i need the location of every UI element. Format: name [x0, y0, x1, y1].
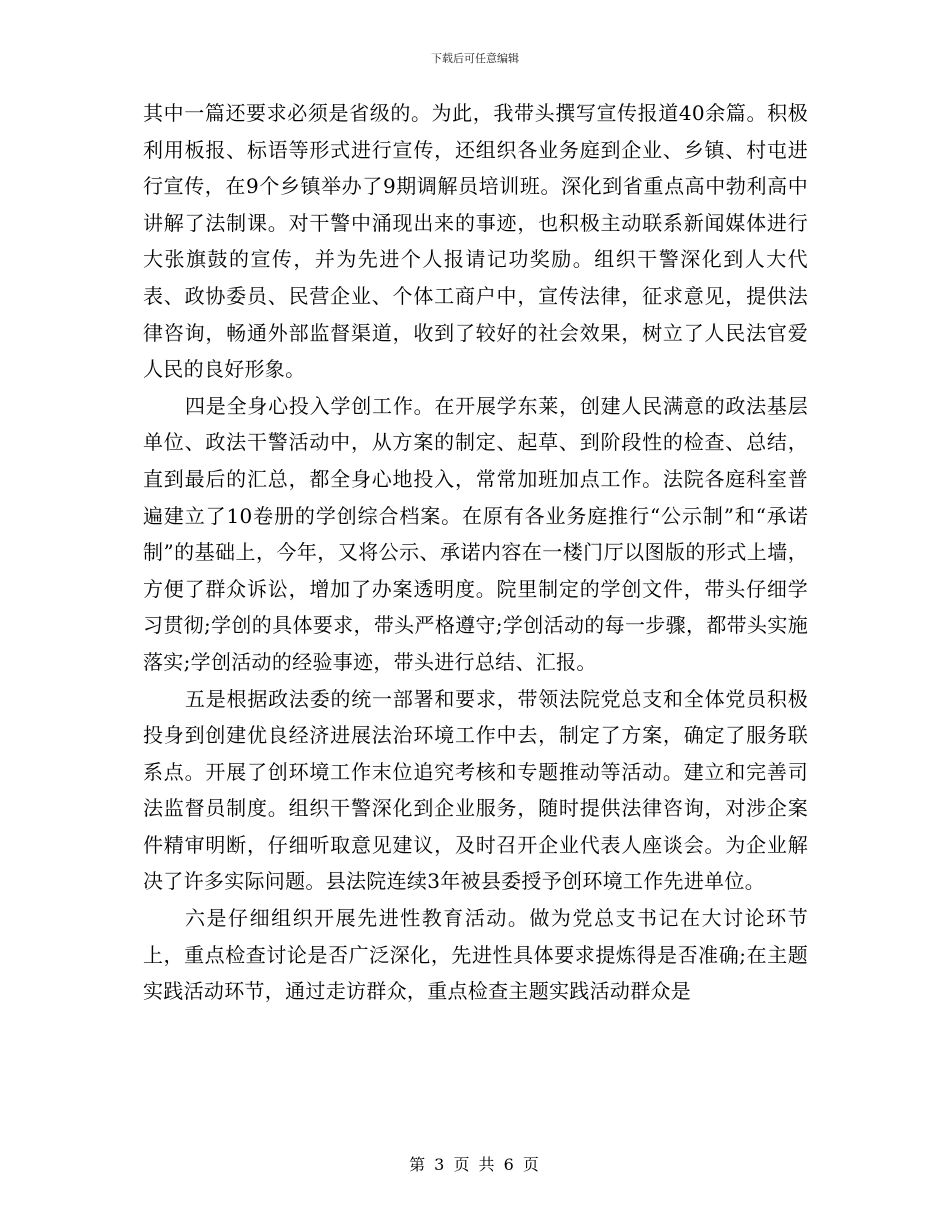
paragraph-3: 五是根据政法委的统一部署和要求，带领法院党总支和全体党员积极投身到创建优良经济进展法治环境工作中去，制定了方案，确定了服务联系点。开展了创环境工作末位追究考核和专题推动等活动。建立和完善司法监督员制度。组织干警深化到企业服务，随时提供法律咨询，对涉企案件精审明断，仔细听取意见建议，及时召开企业代表人座谈会。为企业解决了许多实际问题。县法院连续3年被县委授予创环境工作先进单位。 [143, 686, 808, 894]
page-number-footer: 第 3 页 共 6 页 [409, 1155, 541, 1174]
document-body [143, 95, 808, 1010]
paragraph-2: 四是全身心投入学创工作。在开展学东莱，创建人民满意的政法基层单位、政法干警活动中，从方案的制定、起草、到阶段性的检查、总结，直到最后的汇总，都全身心地投入，常常加班加点工作。法院各庭科室普遍建立了10卷册的学创综合档案。在原有各业务庭推行“公示制”和“承诺制”的基础上，今年，又将公示、承诺内容在一楼门厅以图版的形式上墙，方便了群众诉讼，增加了办案透明度。院里制定的学创文件，带头仔细学习贯彻;学创的具体要求，带头严格遵守;学创活动的每一步骤，都带头实施落实;学创活动的经验事迹，带头进行总结、汇报。 [143, 393, 808, 674]
paragraph-1: 其中一篇还要求必须是省级的。为此，我带头撰写宣传报道40余篇。积极利用板报、标语等形式进行宣传，还组织各业务庭到企业、乡镇、村屯进行宣传，在9个乡镇举办了9期调解员培训班。深化到省重点高中勃利高中讲解了法制课。对干警中涌现出来的事迹，也积极主动联系新闻媒体进行大张旗鼓的宣传，并为先进个人报请记功奖励。组织干警深化到人大代表、政协委员、民营企业、个体工商户中，宣传法律，征求意见，提供法律咨询，畅通外部监督渠道，收到了较好的社会效果，树立了人民法官爱人民的良好形象。 [143, 101, 808, 382]
paragraph-4: 六是仔细组织开展先进性教育活动。做为党总支书记在大讨论环节上，重点检查讨论是否广泛深化，先进性具体要求提炼得是否准确;在主题实践活动环节，通过走访群众，重点检查主题实践活动群众是 [143, 906, 808, 1004]
page-header: 下载后可任意编辑 [431, 52, 519, 65]
